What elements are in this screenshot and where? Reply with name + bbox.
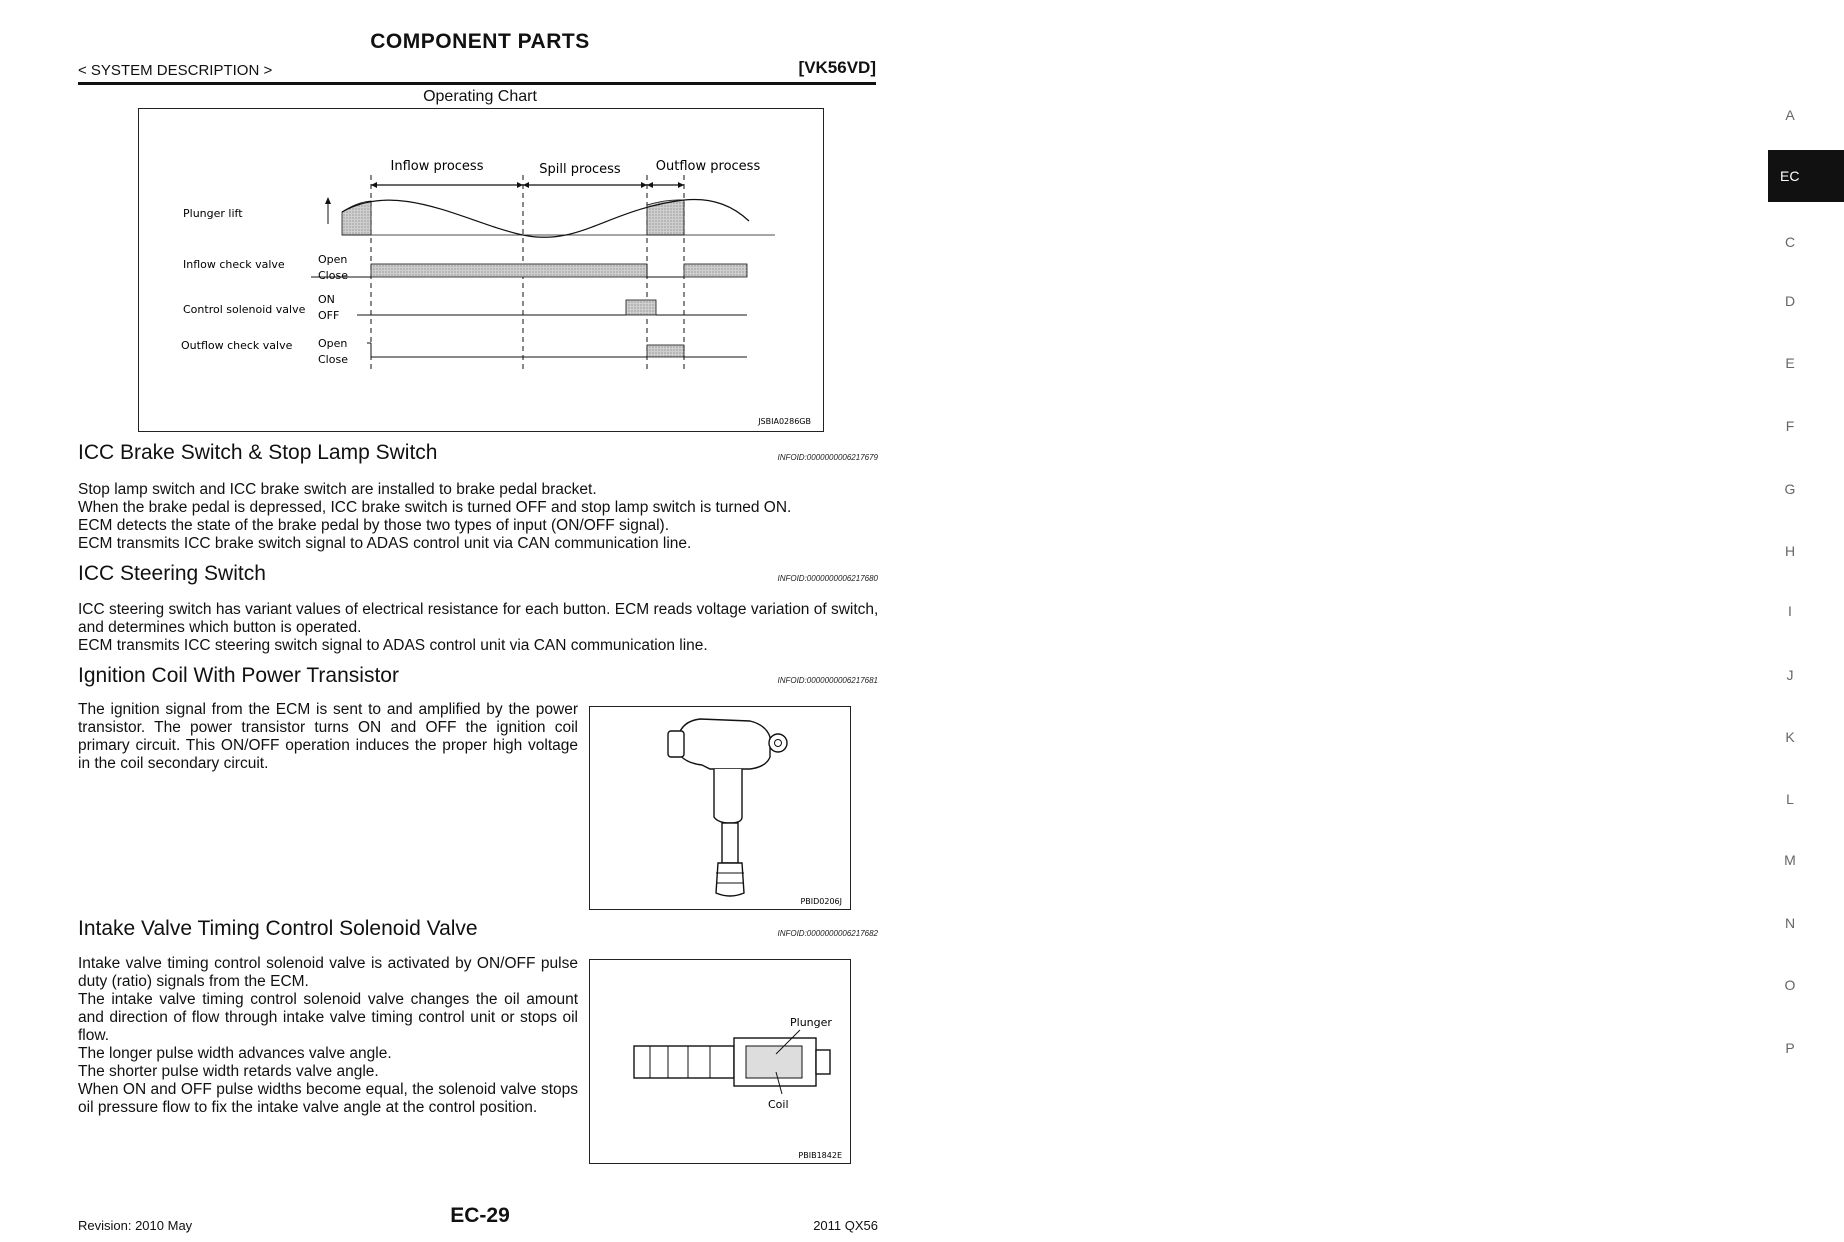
valve-connector — [816, 1050, 830, 1074]
operating-chart-diagram — [139, 109, 823, 431]
solenoid-valve-figure-id: PBIB1842E — [798, 1151, 842, 1160]
phase-spill: Spill process — [539, 162, 621, 177]
paragraph: ECM transmits ICC steering switch signal to ADAS control unit via CAN communication line. — [78, 637, 708, 654]
paragraph: Intake valve timing control solenoid valve is activated by ON/OFF pulse duty (ratio) signals from the ECM. — [78, 955, 578, 990]
paragraph: When ON and OFF pulse widths become equal, the solenoid valve stops oil pressure flow to fix the intake valve angle at the control position. — [78, 1081, 578, 1116]
side-index-d[interactable]: D — [1784, 293, 1796, 309]
footer-vehicle: 2011 QX56 — [813, 1218, 878, 1233]
coil-label: Coil — [768, 1098, 789, 1111]
inflow-open-label: Open — [318, 253, 348, 266]
section-title-intake-valve-solenoid: Intake Valve Timing Control Solenoid Valve — [78, 917, 478, 940]
solenoid-on-label: ON — [318, 293, 335, 306]
row-outflow-check-valve: Outflow check valve — [181, 339, 293, 352]
page-title: COMPONENT PARTS — [370, 30, 590, 53]
side-index-a[interactable]: A — [1785, 107, 1795, 123]
operating-chart-figure — [138, 108, 824, 432]
paragraph: When the brake pedal is depressed, ICC brake switch is turned OFF and stop lamp switch is turned ON. — [78, 499, 792, 516]
section-title-ignition-coil: Ignition Coil With Power Transistor — [78, 664, 399, 687]
coil-boot — [722, 823, 738, 863]
solenoid-off-label: OFF — [318, 309, 340, 322]
paragraph: ICC steering switch has variant values of electrical resistance for each button. ECM reads voltage variation of switch, and determines which button is operated. — [78, 601, 879, 636]
solenoid-valve-figure — [589, 959, 851, 1164]
section-body-ignition-coil — [78, 701, 578, 773]
paragraph: The ignition signal from the ECM is sent to and amplified by the power transistor. The power transistor turns ON and OFF the ignition coil primary circuit. This ON/OFF operation induces the proper high voltage in the coil secondary circuit. — [78, 701, 578, 772]
outflow-open-bar — [647, 345, 684, 357]
inflow-open-bar-2 — [684, 264, 747, 277]
footer-page-number: EC-29 — [450, 1204, 510, 1227]
section-title-icc-brake-switch: ICC Brake Switch & Stop Lamp Switch — [78, 441, 438, 464]
section-body-intake-valve-solenoid — [78, 955, 578, 1117]
section-body-icc-steering-switch — [78, 601, 881, 655]
outflow-close-label: Close — [318, 353, 348, 366]
coil-head — [678, 719, 770, 769]
side-index-h[interactable]: H — [1784, 543, 1796, 559]
solenoid-valve-illustration — [590, 960, 850, 1163]
row-control-solenoid-valve: Control solenoid valve — [183, 303, 306, 316]
side-index-g[interactable]: G — [1784, 481, 1796, 497]
ignition-coil-illustration — [590, 707, 850, 909]
plunger-label: Plunger — [790, 1016, 832, 1029]
footer-revision: Revision: 2010 May — [78, 1218, 193, 1233]
side-index-k[interactable]: K — [1785, 729, 1795, 745]
side-index-c[interactable]: C — [1784, 234, 1796, 250]
side-index-e[interactable]: E — [1785, 355, 1795, 371]
inflow-open-bar — [371, 264, 647, 277]
paragraph: Stop lamp switch and ICC brake switch are installed to brake pedal bracket. — [78, 481, 597, 498]
side-index-n[interactable]: N — [1784, 915, 1796, 931]
section-infoid: INFOID:0000000006217681 — [777, 676, 878, 685]
ignition-coil-figure-id: PBID0206J — [800, 897, 842, 906]
valve-spool — [634, 1046, 734, 1078]
outflow-open-label: Open — [318, 337, 348, 350]
paragraph: ECM detects the state of the brake pedal by those two types of input (ON/OFF signal). — [78, 517, 670, 534]
section-infoid: INFOID:0000000006217679 — [777, 453, 878, 462]
side-index-m[interactable]: M — [1784, 852, 1796, 868]
coil-connector — [668, 731, 684, 757]
inflow-close-label: Close — [318, 269, 348, 282]
solenoid-on-bar — [626, 300, 656, 315]
phase-outflow: Outflow process — [655, 159, 761, 174]
plunger-lift-curve — [342, 199, 749, 237]
paragraph: ECM transmits ICC brake switch signal to ADAS control unit via CAN communication line. — [78, 535, 692, 552]
side-index-j[interactable]: J — [1786, 667, 1794, 683]
coil-tip — [716, 863, 744, 896]
phase-inflow: Inflow process — [390, 159, 484, 174]
section-infoid: INFOID:0000000006217680 — [777, 574, 878, 583]
header-rule — [78, 82, 876, 85]
paragraph: The intake valve timing control solenoid valve changes the oil amount and direction of flow through intake valve timing control unit or stops oil flow. — [78, 991, 578, 1044]
coil-bolt-inner — [775, 740, 782, 747]
ignition-coil-figure — [589, 706, 851, 910]
valve-coil — [746, 1046, 802, 1078]
row-inflow-check-valve: Inflow check valve — [183, 258, 285, 271]
side-index-ec-active[interactable]: EC — [1768, 150, 1844, 202]
section-body-icc-brake-switch — [78, 481, 881, 553]
plunger-axis-head — [325, 197, 331, 204]
side-index-o[interactable]: O — [1784, 977, 1796, 993]
side-index-l[interactable]: L — [1786, 791, 1794, 807]
side-index-i[interactable]: I — [1788, 603, 1792, 619]
side-index-f[interactable]: F — [1785, 418, 1795, 434]
row-plunger-lift: Plunger lift — [183, 207, 243, 220]
section-infoid: INFOID:0000000006217682 — [777, 929, 878, 938]
paragraph: The longer pulse width advances valve angle. — [78, 1045, 392, 1062]
engine-model: [VK56VD] — [798, 58, 876, 77]
coil-body — [714, 769, 742, 823]
side-index — [884, 0, 1800, 1080]
plunger-hatch-start — [342, 201, 371, 235]
side-index-p[interactable]: P — [1785, 1040, 1795, 1056]
section-breadcrumb: < SYSTEM DESCRIPTION > — [78, 62, 273, 79]
operating-chart-figure-id: JSBIA0286GB — [758, 417, 811, 426]
paragraph: The shorter pulse width retards valve angle. — [78, 1063, 379, 1080]
plunger-hatch-end — [647, 200, 684, 235]
operating-chart-caption: Operating Chart — [423, 88, 537, 105]
section-title-icc-steering-switch: ICC Steering Switch — [78, 562, 266, 585]
